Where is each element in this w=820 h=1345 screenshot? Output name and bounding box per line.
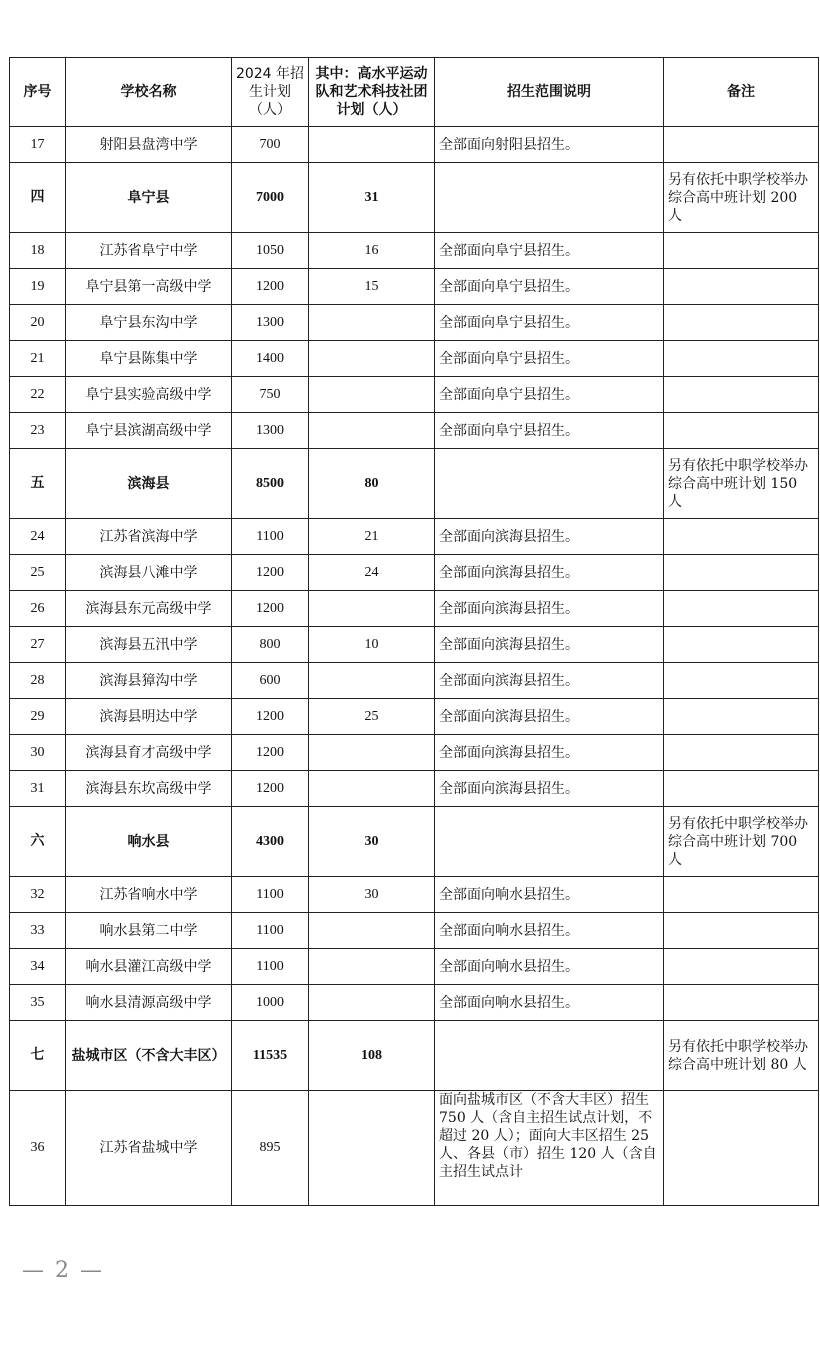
cell-team: 108 xyxy=(309,1021,435,1091)
table-body xyxy=(10,127,819,1206)
cell-team xyxy=(309,949,435,985)
cell-scope: 全部面向响水县招生。 xyxy=(435,985,664,1021)
county-subtotal-row xyxy=(10,807,819,877)
header-seq: 序号 xyxy=(10,58,66,127)
cell-scope: 全部面向滨海县招生。 xyxy=(435,519,664,555)
cell-school: 滨海县东坎高级中学 xyxy=(66,771,232,807)
cell-plan: 1200 xyxy=(232,735,309,771)
cell-team: 31 xyxy=(309,163,435,233)
cell-plan: 895 xyxy=(232,1091,309,1206)
cell-scope: 全部面向滨海县招生。 xyxy=(435,591,664,627)
table-row xyxy=(10,627,819,663)
cell-scope: 全部面向滨海县招生。 xyxy=(435,627,664,663)
cell-scope: 全部面向滨海县招生。 xyxy=(435,735,664,771)
cell-scope xyxy=(435,449,664,519)
cell-note xyxy=(664,519,819,555)
cell-scope: 全部面向滨海县招生。 xyxy=(435,663,664,699)
cell-team: 16 xyxy=(309,233,435,269)
cell-school: 江苏省阜宁中学 xyxy=(66,233,232,269)
cell-note: 另有依托中职学校举办综合高中班计划 200 人 xyxy=(664,163,819,233)
cell-team: 30 xyxy=(309,877,435,913)
cell-plan: 1300 xyxy=(232,305,309,341)
cell-seq: 33 xyxy=(10,913,66,949)
cell-plan: 800 xyxy=(232,627,309,663)
table-row xyxy=(10,591,819,627)
cell-seq: 32 xyxy=(10,877,66,913)
cell-school: 响水县 xyxy=(66,807,232,877)
header-school: 学校名称 xyxy=(66,58,232,127)
cell-team: 25 xyxy=(309,699,435,735)
cell-school: 阜宁县陈集中学 xyxy=(66,341,232,377)
cell-plan: 1000 xyxy=(232,985,309,1021)
cell-note xyxy=(664,233,819,269)
cell-seq: 五 xyxy=(10,449,66,519)
cell-scope: 全部面向阜宁县招生。 xyxy=(435,305,664,341)
table-row xyxy=(10,949,819,985)
table-row xyxy=(10,233,819,269)
table-row xyxy=(10,699,819,735)
table-header-row xyxy=(10,58,819,127)
cell-team: 21 xyxy=(309,519,435,555)
county-subtotal-row xyxy=(10,163,819,233)
cell-team xyxy=(309,127,435,163)
cell-scope: 全部面向阜宁县招生。 xyxy=(435,341,664,377)
cell-team xyxy=(309,913,435,949)
cell-school: 滨海县明达中学 xyxy=(66,699,232,735)
table-row xyxy=(10,985,819,1021)
table-row xyxy=(10,555,819,591)
cell-school: 滨海县八滩中学 xyxy=(66,555,232,591)
cell-scope: 全部面向滨海县招生。 xyxy=(435,771,664,807)
cell-scope xyxy=(435,807,664,877)
cell-note xyxy=(664,771,819,807)
cell-school: 阜宁县 xyxy=(66,163,232,233)
cell-scope: 全部面向响水县招生。 xyxy=(435,877,664,913)
cell-plan: 7000 xyxy=(232,163,309,233)
cell-school: 响水县灌江高级中学 xyxy=(66,949,232,985)
header-plan: 2024 年招生计划（人） xyxy=(232,58,309,127)
cell-team xyxy=(309,771,435,807)
cell-team xyxy=(309,735,435,771)
cell-seq: 四 xyxy=(10,163,66,233)
cell-school: 滨海县獐沟中学 xyxy=(66,663,232,699)
cell-school: 阜宁县实验高级中学 xyxy=(66,377,232,413)
cell-team xyxy=(309,377,435,413)
cell-note xyxy=(664,305,819,341)
cell-seq: 19 xyxy=(10,269,66,305)
cell-school: 江苏省滨海中学 xyxy=(66,519,232,555)
table-row xyxy=(10,1091,819,1206)
cell-plan: 1300 xyxy=(232,413,309,449)
cell-seq: 17 xyxy=(10,127,66,163)
cell-school: 阜宁县滨湖高级中学 xyxy=(66,413,232,449)
cell-note xyxy=(664,269,819,305)
cell-school: 阜宁县第一高级中学 xyxy=(66,269,232,305)
cell-seq: 26 xyxy=(10,591,66,627)
cell-plan: 8500 xyxy=(232,449,309,519)
cell-scope: 全部面向滨海县招生。 xyxy=(435,699,664,735)
cell-team xyxy=(309,591,435,627)
cell-scope: 全部面向阜宁县招生。 xyxy=(435,233,664,269)
cell-scope xyxy=(435,163,664,233)
cell-note xyxy=(664,877,819,913)
cell-seq: 七 xyxy=(10,1021,66,1091)
table-row xyxy=(10,519,819,555)
cell-plan: 1050 xyxy=(232,233,309,269)
cell-scope: 全部面向响水县招生。 xyxy=(435,913,664,949)
cell-seq: 28 xyxy=(10,663,66,699)
header-team: 其中：高水平运动队和艺术科技社团计划（人） xyxy=(309,58,435,127)
cell-plan: 1200 xyxy=(232,771,309,807)
cell-note xyxy=(664,949,819,985)
cell-plan: 600 xyxy=(232,663,309,699)
cell-team xyxy=(309,305,435,341)
cell-seq: 36 xyxy=(10,1091,66,1206)
cell-note xyxy=(664,913,819,949)
cell-plan: 4300 xyxy=(232,807,309,877)
cell-school: 江苏省盐城中学 xyxy=(66,1091,232,1206)
cell-team: 10 xyxy=(309,627,435,663)
cell-seq: 34 xyxy=(10,949,66,985)
table-row xyxy=(10,377,819,413)
cell-seq: 25 xyxy=(10,555,66,591)
cell-plan: 1200 xyxy=(232,555,309,591)
table-row xyxy=(10,413,819,449)
cell-note xyxy=(664,377,819,413)
table-row xyxy=(10,913,819,949)
cell-seq: 23 xyxy=(10,413,66,449)
cell-school: 阜宁县东沟中学 xyxy=(66,305,232,341)
table-row xyxy=(10,877,819,913)
cell-scope: 面向盐城市区（不含大丰区）招生 750 人（含自主招生试点计划，不超过 20 人）；面向大丰区招生 25 人、各县（市）招生 120 人（含自主招生试点计 xyxy=(435,1091,664,1206)
cell-scope: 全部面向响水县招生。 xyxy=(435,949,664,985)
cell-note xyxy=(664,985,819,1021)
cell-seq: 22 xyxy=(10,377,66,413)
cell-plan: 1400 xyxy=(232,341,309,377)
cell-plan: 1200 xyxy=(232,699,309,735)
cell-seq: 30 xyxy=(10,735,66,771)
cell-seq: 六 xyxy=(10,807,66,877)
cell-note xyxy=(664,735,819,771)
table-row xyxy=(10,735,819,771)
cell-team: 24 xyxy=(309,555,435,591)
cell-school: 盐城市区（不含大丰区） xyxy=(66,1021,232,1091)
cell-scope: 全部面向阜宁县招生。 xyxy=(435,269,664,305)
table-row xyxy=(10,771,819,807)
county-subtotal-row xyxy=(10,1021,819,1091)
cell-note xyxy=(664,127,819,163)
cell-school: 江苏省响水中学 xyxy=(66,877,232,913)
cell-note: 另有依托中职学校举办综合高中班计划 150 人 xyxy=(664,449,819,519)
enrollment-plan-table xyxy=(9,57,819,1206)
cell-plan: 1100 xyxy=(232,913,309,949)
cell-seq: 20 xyxy=(10,305,66,341)
cell-plan: 1200 xyxy=(232,591,309,627)
cell-seq: 27 xyxy=(10,627,66,663)
cell-note xyxy=(664,663,819,699)
header-note: 备注 xyxy=(664,58,819,127)
cell-team: 80 xyxy=(309,449,435,519)
cell-school: 响水县清源高级中学 xyxy=(66,985,232,1021)
county-subtotal-row xyxy=(10,449,819,519)
cell-seq: 21 xyxy=(10,341,66,377)
cell-note xyxy=(664,555,819,591)
cell-plan: 1100 xyxy=(232,877,309,913)
cell-plan: 1100 xyxy=(232,949,309,985)
cell-scope: 全部面向阜宁县招生。 xyxy=(435,413,664,449)
cell-seq: 24 xyxy=(10,519,66,555)
table-row xyxy=(10,341,819,377)
cell-plan: 11535 xyxy=(232,1021,309,1091)
cell-school: 滨海县东元高级中学 xyxy=(66,591,232,627)
cell-team xyxy=(309,985,435,1021)
cell-team xyxy=(309,663,435,699)
page-number: — 2 — xyxy=(22,1258,104,1283)
cell-plan: 750 xyxy=(232,377,309,413)
cell-school: 滨海县育才高级中学 xyxy=(66,735,232,771)
cell-school: 滨海县 xyxy=(66,449,232,519)
cell-seq: 35 xyxy=(10,985,66,1021)
cell-plan: 1100 xyxy=(232,519,309,555)
cell-school: 滨海县五汛中学 xyxy=(66,627,232,663)
cell-school: 响水县第二中学 xyxy=(66,913,232,949)
cell-scope: 全部面向射阳县招生。 xyxy=(435,127,664,163)
cell-note: 另有依托中职学校举办综合高中班计划 80 人 xyxy=(664,1021,819,1091)
cell-note xyxy=(664,341,819,377)
cell-scope: 全部面向滨海县招生。 xyxy=(435,555,664,591)
cell-scope xyxy=(435,1021,664,1091)
cell-plan: 700 xyxy=(232,127,309,163)
cell-plan: 1200 xyxy=(232,269,309,305)
cell-team: 30 xyxy=(309,807,435,877)
cell-team xyxy=(309,341,435,377)
cell-note: 另有依托中职学校举办综合高中班计划 700 人 xyxy=(664,807,819,877)
table-row xyxy=(10,127,819,163)
cell-note xyxy=(664,627,819,663)
cell-note xyxy=(664,413,819,449)
cell-note xyxy=(664,699,819,735)
cell-seq: 18 xyxy=(10,233,66,269)
cell-note xyxy=(664,591,819,627)
table-row xyxy=(10,305,819,341)
cell-seq: 29 xyxy=(10,699,66,735)
cell-scope: 全部面向阜宁县招生。 xyxy=(435,377,664,413)
cell-team: 15 xyxy=(309,269,435,305)
header-scope: 招生范围说明 xyxy=(435,58,664,127)
table-row xyxy=(10,663,819,699)
cell-school: 射阳县盘湾中学 xyxy=(66,127,232,163)
cell-team xyxy=(309,1091,435,1206)
cell-note xyxy=(664,1091,819,1206)
table-row xyxy=(10,269,819,305)
cell-seq: 31 xyxy=(10,771,66,807)
cell-team xyxy=(309,413,435,449)
